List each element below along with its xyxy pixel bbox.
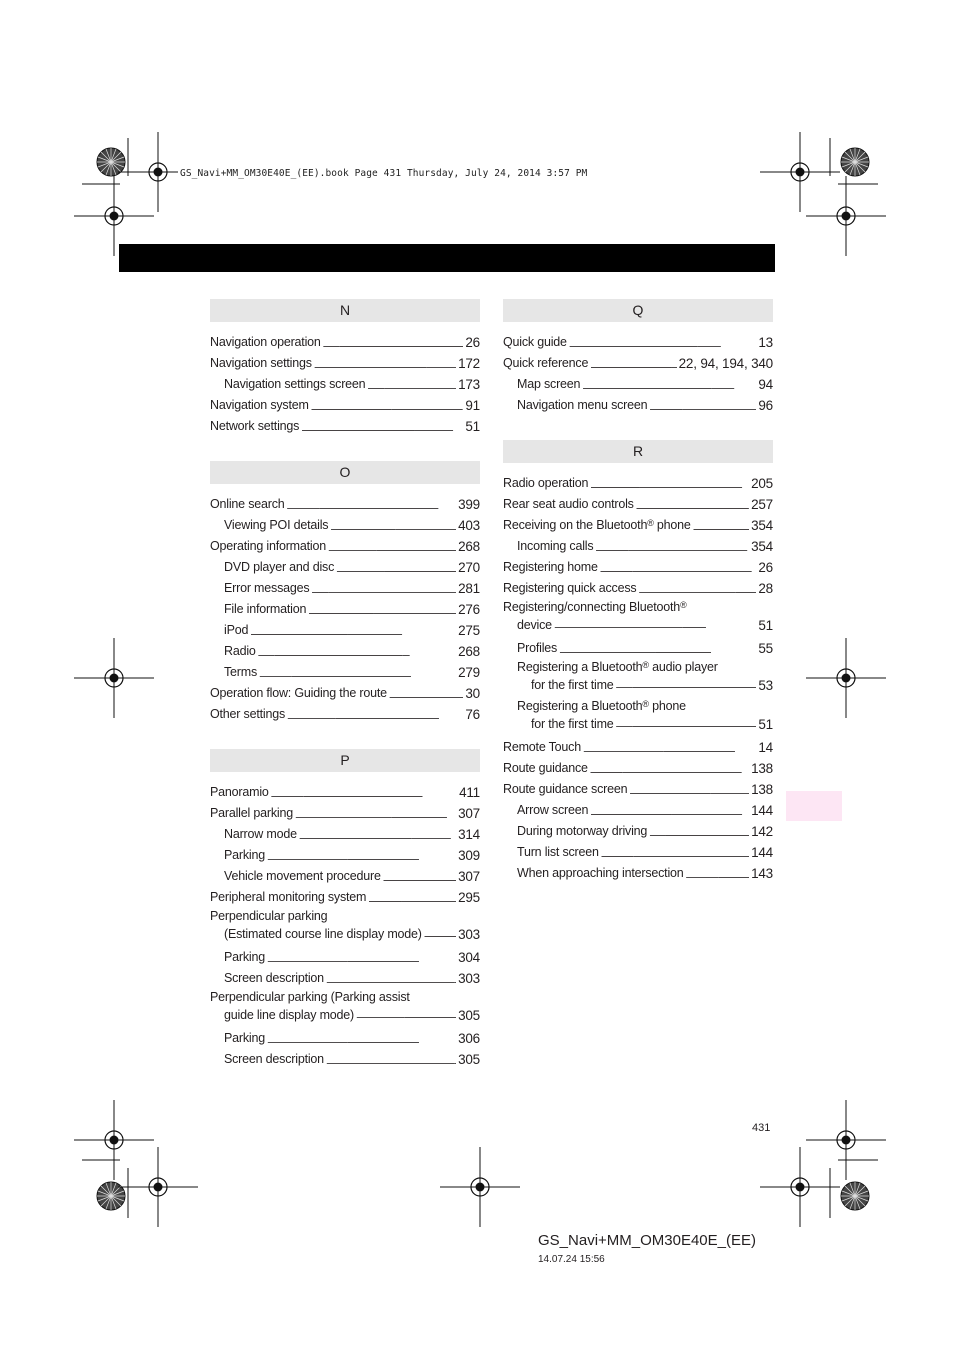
index-entry: Parallel parking . . . 307 [210, 803, 480, 824]
index-subentry: Parking . . . 309 [210, 845, 480, 866]
registered-mark: ® [642, 699, 649, 709]
index-subentry: When approaching intersection . . . 143 [503, 863, 773, 884]
index-subentry: Narrow mode . . . 314 [210, 824, 480, 845]
index-subentry-heading: Registering a Bluetooth® phone [517, 699, 686, 713]
index-entry: Navigation operation . . . 26 [210, 332, 480, 353]
section-header-o: O [210, 461, 480, 484]
index-entry: Navigation system . . . 91 [210, 395, 480, 416]
footer-document-code: GS_Navi+MM_OM30E40E_(EE) [538, 1232, 756, 1249]
index-entry: Operation flow: Guiding the route . . . 30 [210, 683, 480, 704]
registered-mark: ® [647, 518, 654, 528]
index-subentry: iPod . . . 275 [210, 620, 480, 641]
footer-print-date: 14.07.24 15:56 [538, 1254, 605, 1265]
index-subentry: Navigation settings screen . . . 173 [210, 374, 480, 395]
index-entry: Radio operation . . . 205 [503, 473, 773, 494]
index-entry: Remote Touch . . . 14 [503, 737, 773, 758]
index-entry: Network settings . . . 51 [210, 416, 480, 437]
index-subentry-heading: Registering a Bluetooth® audio player [517, 660, 718, 674]
registered-mark: ® [680, 600, 687, 610]
index-subentry: Error messages . . . 281 [210, 578, 480, 599]
index-subentry: File information . . . 276 [210, 599, 480, 620]
index-subentry: DVD player and disc . . . 270 [210, 557, 480, 578]
index-subentry: During motorway driving . . . 142 [503, 821, 773, 842]
index-subentry: Parking . . . 304 [210, 947, 480, 968]
index-subentry: Vehicle movement procedure . . . 307 [210, 866, 480, 887]
index-subentry: Parking . . . 306 [210, 1028, 480, 1049]
index-subentry-continued: for the first time . . . 51 [503, 715, 773, 733]
section-header-n: N [210, 299, 480, 322]
index-entry: Quick reference . . . 22, 94, 194, 340 [503, 353, 773, 374]
index-column-left [210, 299, 480, 1070]
index-subentry: Screen description . . . 305 [210, 1049, 480, 1070]
index-entry: Online search . . . 399 [210, 494, 480, 515]
index-subentry: Map screen . . . 94 [503, 374, 773, 395]
index-entry: Registering quick access . . . 28 [503, 578, 773, 599]
index-entry: Route guidance . . . 138 [503, 758, 773, 779]
registered-mark: ® [642, 660, 649, 670]
section-header-r: R [503, 440, 773, 463]
index-entry-continued: device . . . 51 [503, 616, 773, 634]
index-subentry: Incoming calls . . . 354 [503, 536, 773, 557]
section-header-q: Q [503, 299, 773, 322]
index-entry: Panoramio . . . 411 [210, 782, 480, 803]
index-subentry: Terms . . . 279 [210, 662, 480, 683]
page-number: 431 [752, 1122, 771, 1134]
index-entry: Receiving on the Bluetooth® phone . . . 354 [503, 515, 773, 536]
index-entry-heading: Perpendicular parking (Parking assist [210, 990, 410, 1004]
index-entry: Navigation settings . . . 172 [210, 353, 480, 374]
index-subentry: Arrow screen . . . 144 [503, 800, 773, 821]
index-entry-continued: guide line display mode) . . . 305 [210, 1006, 480, 1024]
index-entry: Route guidance screen . . . 138 [503, 779, 773, 800]
print-header-stamp: GS_Navi+MM_OM30E40E_(EE).book Page 431 Thursday, July 24, 2014 3:57 PM [180, 168, 588, 179]
index-entry: Operating information . . . 268 [210, 536, 480, 557]
index-subentry: Turn list screen . . . 144 [503, 842, 773, 863]
index-entry: Quick guide . . . 13 [503, 332, 773, 353]
index-entry: Rear seat audio controls . . . 257 [503, 494, 773, 515]
section-header-p: P [210, 749, 480, 772]
index-subentry-continued: for the first time . . . 53 [503, 676, 773, 694]
section-side-tab [786, 791, 842, 821]
index-entry: Registering home . . . 26 [503, 557, 773, 578]
index-entry: Peripheral monitoring system . . . 295 [210, 887, 480, 908]
index-column-right [503, 299, 773, 884]
index-entry-heading: Perpendicular parking [210, 909, 328, 923]
index-entry-continued: (Estimated course line display mode) . . . 303 [210, 925, 480, 943]
page-top-bar [119, 244, 775, 272]
index-entry: Other settings . . . 76 [210, 704, 480, 725]
index-subentry: Navigation menu screen . . . 96 [503, 395, 773, 416]
index-subentry: Radio . . . 268 [210, 641, 480, 662]
index-subentry: Profiles . . . 55 [503, 638, 773, 659]
index-subentry: Screen description . . . 303 [210, 968, 480, 989]
index-entry-heading: Registering/connecting Bluetooth® [503, 600, 687, 614]
index-subentry: Viewing POI details . . . 403 [210, 515, 480, 536]
